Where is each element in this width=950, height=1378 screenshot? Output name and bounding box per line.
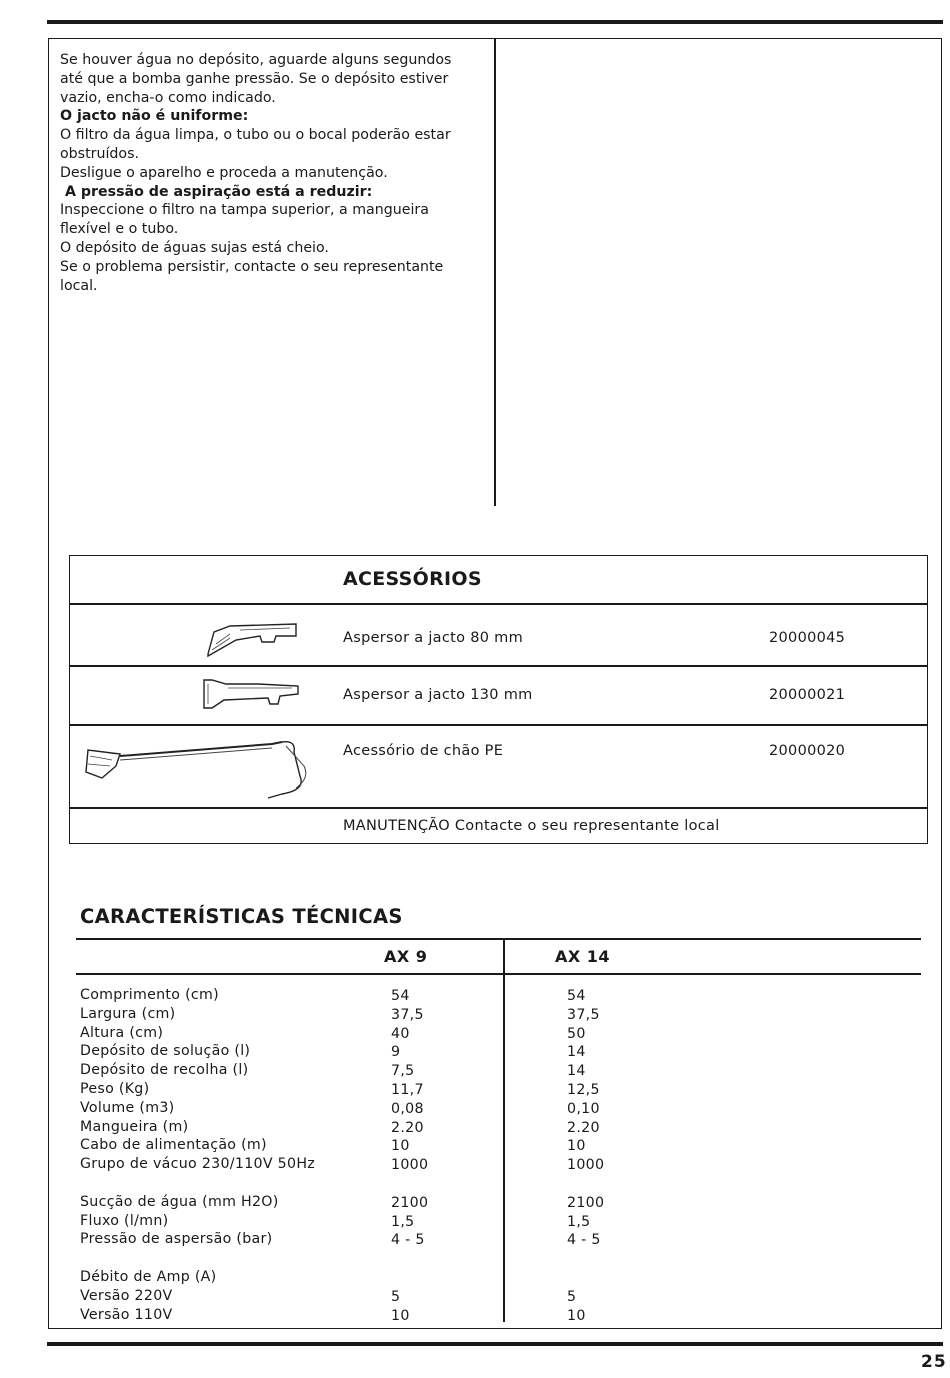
spray-nozzle-80-icon: [200, 618, 300, 664]
troubleshooting-text: [60, 51, 490, 295]
spec-values-ax9: [391, 987, 428, 1325]
spec-value: 5: [391, 1288, 401, 1305]
spec-value: 0,08: [391, 1100, 424, 1117]
top-rule: [47, 20, 943, 24]
table-header-rule: [76, 973, 921, 975]
spec-label: Pressão de aspersão (bar): [80, 1231, 273, 1248]
accessory-code: 20000045: [769, 630, 846, 646]
spec-value: 1000: [567, 1157, 605, 1174]
spec-label: Depósito de recolha (l): [80, 1062, 249, 1079]
trouble-line: Desligue o aparelho e proceda a manutenção.: [60, 164, 388, 181]
spec-label: Depósito de solução (l): [80, 1043, 251, 1060]
spec-value: 4 - 5: [391, 1232, 425, 1249]
trouble-line: vazio, encha-o como indicado.: [60, 89, 276, 106]
spec-label: Versão 110V: [80, 1306, 173, 1323]
spec-value: 0,10: [567, 1100, 600, 1117]
spec-value: 37,5: [567, 1006, 600, 1023]
trouble-line: O depósito de águas sujas está cheio.: [60, 239, 329, 256]
spec-label: Mangueira (m): [80, 1118, 189, 1135]
spec-value: 2100: [391, 1194, 429, 1211]
spec-label: Fluxo (l/mn): [80, 1212, 169, 1229]
spec-label: Cabo de alimentação (m): [80, 1137, 267, 1154]
spec-value: 37,5: [391, 1006, 424, 1023]
row-divider: [70, 807, 927, 809]
spec-value: 10: [567, 1307, 586, 1324]
spec-value: [391, 1175, 428, 1194]
spec-label: [80, 1174, 315, 1193]
spec-value: 1,5: [391, 1213, 415, 1230]
spec-value: 10: [567, 1138, 586, 1155]
trouble-line: flexível e o tubo.: [60, 221, 179, 238]
model-header-ax9: AX 9: [384, 947, 428, 966]
spec-value: 4 - 5: [567, 1232, 601, 1249]
spec-value: [391, 1250, 428, 1269]
spec-value: 5: [567, 1288, 577, 1305]
page-number: 25: [921, 1352, 947, 1372]
accessories-table: [69, 555, 928, 844]
spec-label: Volume (m3): [80, 1099, 175, 1116]
spec-value: 2.20: [567, 1119, 600, 1136]
model-column-divider: [503, 938, 505, 1322]
spec-value: 14: [567, 1063, 586, 1080]
accessory-code: 20000021: [769, 687, 846, 703]
spec-label: Versão 220V: [80, 1287, 173, 1304]
spec-value: 9: [391, 1044, 401, 1061]
row-divider: [70, 724, 927, 726]
spec-value: 54: [567, 988, 586, 1004]
trouble-line: Inspeccione o filtro na tampa superior, a mangueira: [60, 202, 429, 219]
row-divider: [70, 665, 927, 667]
spec-value: 10: [391, 1138, 410, 1155]
maintenance-note: MANUTENÇÃO Contacte o seu representante local: [343, 818, 720, 834]
spec-label: Peso (Kg): [80, 1080, 150, 1097]
bottom-rule: [47, 1342, 943, 1346]
accessory-code: 20000020: [769, 743, 846, 759]
spec-value: 50: [567, 1025, 586, 1042]
spec-value: 1000: [391, 1157, 429, 1174]
accessory-description: Aspersor a jacto 80 mm: [343, 630, 524, 646]
spec-values-ax14: [567, 987, 604, 1325]
spec-label: Grupo de vácuo 230/110V 50Hz: [80, 1156, 316, 1173]
spec-label: Sucção de água (mm H2O): [80, 1193, 279, 1210]
spec-label: [80, 1249, 315, 1268]
accessory-description: Aspersor a jacto 130 mm: [343, 687, 533, 703]
spec-value: 14: [567, 1044, 586, 1061]
table-top-rule: [76, 938, 921, 940]
spec-value: 2100: [567, 1194, 605, 1211]
spec-label: Altura (cm): [80, 1024, 164, 1041]
trouble-line: até que a bomba ganhe pressão. Se o depósito estiver: [60, 70, 449, 87]
trouble-line: Se houver água no depósito, aguarde alguns segundos: [60, 52, 452, 68]
spec-value: 54: [391, 988, 410, 1004]
accessory-description: Acessório de chão PE: [343, 743, 504, 759]
spec-value: [567, 1175, 604, 1194]
trouble-line: Se o problema persistir, contacte o seu representante: [60, 258, 444, 275]
spec-value: 10: [391, 1307, 410, 1324]
floor-tool-icon: [82, 736, 312, 806]
spec-value: 7,5: [391, 1063, 415, 1080]
spec-value: 11,7: [391, 1081, 424, 1098]
column-divider: [494, 38, 496, 506]
spec-value: [567, 1269, 604, 1288]
row-divider: [70, 603, 927, 605]
model-header-ax14: AX 14: [555, 947, 611, 966]
accessories-title: ACESSÓRIOS: [343, 568, 482, 590]
spec-value: 40: [391, 1025, 410, 1042]
technical-title: CARACTERÍSTICAS TÉCNICAS: [80, 905, 403, 928]
spec-label: Largura (cm): [80, 1005, 176, 1022]
spec-value: 12,5: [567, 1081, 600, 1098]
spec-label: Débito de Amp (A): [80, 1268, 217, 1285]
spec-value: 2.20: [391, 1119, 424, 1136]
trouble-heading: A pressão de aspiração está a reduzir:: [60, 183, 373, 200]
spec-labels: [80, 986, 315, 1324]
spec-label: Comprimento (cm): [80, 987, 219, 1003]
spray-nozzle-130-icon: [198, 676, 302, 716]
trouble-line: O filtro da água limpa, o tubo ou o bocal poderão estar: [60, 127, 451, 144]
spec-value: [391, 1269, 428, 1288]
trouble-heading: O jacto não é uniforme:: [60, 108, 249, 125]
spec-value: 1,5: [567, 1213, 591, 1230]
trouble-line: obstruídos.: [60, 145, 139, 162]
trouble-line: local.: [60, 277, 98, 294]
spec-value: [567, 1250, 604, 1269]
